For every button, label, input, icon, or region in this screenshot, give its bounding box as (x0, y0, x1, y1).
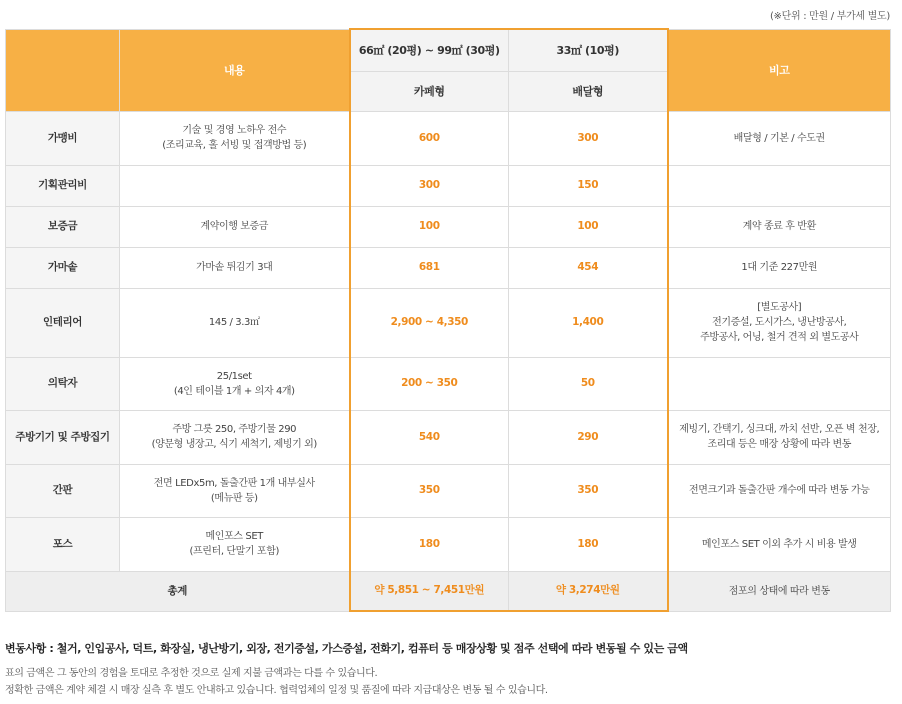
cafe-value: 350 (350, 464, 509, 517)
row-note: 1대 기준 227만원 (668, 247, 891, 288)
delivery-value: 454 (509, 247, 668, 288)
row-desc: 주방 그릇 250, 주방기물 290 (양문형 냉장고, 식기 세척기, 제빙기 외) (120, 410, 350, 464)
franchise-cost-table (5, 28, 891, 612)
delivery-value: 100 (509, 206, 668, 247)
delivery-value: 180 (509, 517, 668, 571)
table-row (6, 247, 891, 288)
row-desc: 145 / 3.3㎡ (120, 288, 350, 357)
total-row (6, 571, 891, 611)
cafe-value: 100 (350, 206, 509, 247)
header-content: 내용 (120, 29, 350, 111)
row-note: 제빙기, 간택기, 싱크대, 까치 선반, 오픈 벽 천장, 조리대 등은 매장 상황에 따라 변동 (668, 410, 891, 464)
row-label: 의탁자 (6, 357, 120, 410)
row-label: 보증금 (6, 206, 120, 247)
notes-title: 변동사항 : 철거, 인입공사, 덕트, 화장실, 냉난방기, 외장, 전기증설, 가스증설, 전화기, 컴퓨터 등 매장상황 및 점주 선택에 따라 변동될 수 있는 금액 (5, 642, 688, 655)
row-label: 인테리어 (6, 288, 120, 357)
total-note: 점포의 상태에 따라 변동 (668, 571, 891, 611)
table-row (6, 111, 891, 165)
row-label: 간판 (6, 464, 120, 517)
row-label: 기획관리비 (6, 165, 120, 206)
header-remarks: 비고 (668, 29, 891, 111)
row-desc: 메인포스 SET (프린터, 단말기 포함) (120, 517, 350, 571)
cafe-value: 2,900 ~ 4,350 (350, 288, 509, 357)
table-row (6, 464, 891, 517)
row-note: 전면크기과 돌출간판 개수에 따라 변동 가능 (668, 464, 891, 517)
total-cafe: 약 5,851 ~ 7,451만원 (350, 571, 509, 611)
notes-line: 표의 금액은 그 동안의 경험을 토대로 추정한 것으로 실제 지불 금액과는 다를 수 있습니다. (5, 668, 378, 679)
cafe-value: 300 (350, 165, 509, 206)
row-desc: 계약이행 보증금 (120, 206, 350, 247)
table-row (6, 517, 891, 571)
table-row (6, 206, 891, 247)
header-type-cafe: 카페형 (350, 71, 509, 111)
row-desc: 가마솥 튀김기 3대 (120, 247, 350, 288)
table-row (6, 410, 891, 464)
row-note: [별도공사] 전기증설, 도시가스, 냉난방공사, 주방공사, 어닝, 철거 견적 외 별도공사 (668, 288, 891, 357)
total-label: 총계 (6, 571, 350, 611)
total-delivery: 약 3,274만원 (509, 571, 668, 611)
row-note: 계약 종료 후 반환 (668, 206, 891, 247)
notes-section (5, 640, 895, 699)
row-desc: 25/1set (4인 테이블 1개 + 의자 4개) (120, 357, 350, 410)
table-row (6, 357, 891, 410)
row-label: 포스 (6, 517, 120, 571)
table-row (6, 288, 891, 357)
row-desc: 기술 및 경영 노하우 전수 (조리교육, 홀 서빙 및 접객방법 등) (120, 111, 350, 165)
delivery-value: 50 (509, 357, 668, 410)
delivery-value: 290 (509, 410, 668, 464)
row-note (668, 357, 891, 410)
header-type-delivery: 배달형 (509, 71, 668, 111)
row-note: 배달형 / 기본 / 수도권 (668, 111, 891, 165)
delivery-value: 350 (509, 464, 668, 517)
cafe-value: 200 ~ 350 (350, 357, 509, 410)
delivery-value: 1,400 (509, 288, 668, 357)
row-note: 메인포스 SET 이외 추가 시 비용 발생 (668, 517, 891, 571)
notes-line: 정확한 금액은 계약 체결 시 매장 실측 후 별도 안내하고 있습니다. 협력업체의 일정 및 품질에 따라 지급대상은 변동 될 수 있습니다. (5, 685, 548, 696)
delivery-value: 150 (509, 165, 668, 206)
header-size-large: 66㎡ (20평) ~ 99㎡ (30평) (350, 29, 509, 71)
cafe-value: 540 (350, 410, 509, 464)
cafe-value: 681 (350, 247, 509, 288)
unit-note: (※단위 : 만원 / 부가세 별도) (769, 11, 890, 22)
row-desc (120, 165, 350, 206)
table-row (6, 165, 891, 206)
row-label: 주방기기 및 주방집기 (6, 410, 120, 464)
cafe-value: 600 (350, 111, 509, 165)
row-label: 가맹비 (6, 111, 120, 165)
header-item (6, 29, 120, 111)
delivery-value: 300 (509, 111, 668, 165)
row-label: 가마솥 (6, 247, 120, 288)
header-size-small: 33㎡ (10평) (509, 29, 668, 71)
row-desc: 전면 LEDx5m, 돌출간판 1개 내부실사 (메뉴판 등) (120, 464, 350, 517)
cafe-value: 180 (350, 517, 509, 571)
row-note (668, 165, 891, 206)
